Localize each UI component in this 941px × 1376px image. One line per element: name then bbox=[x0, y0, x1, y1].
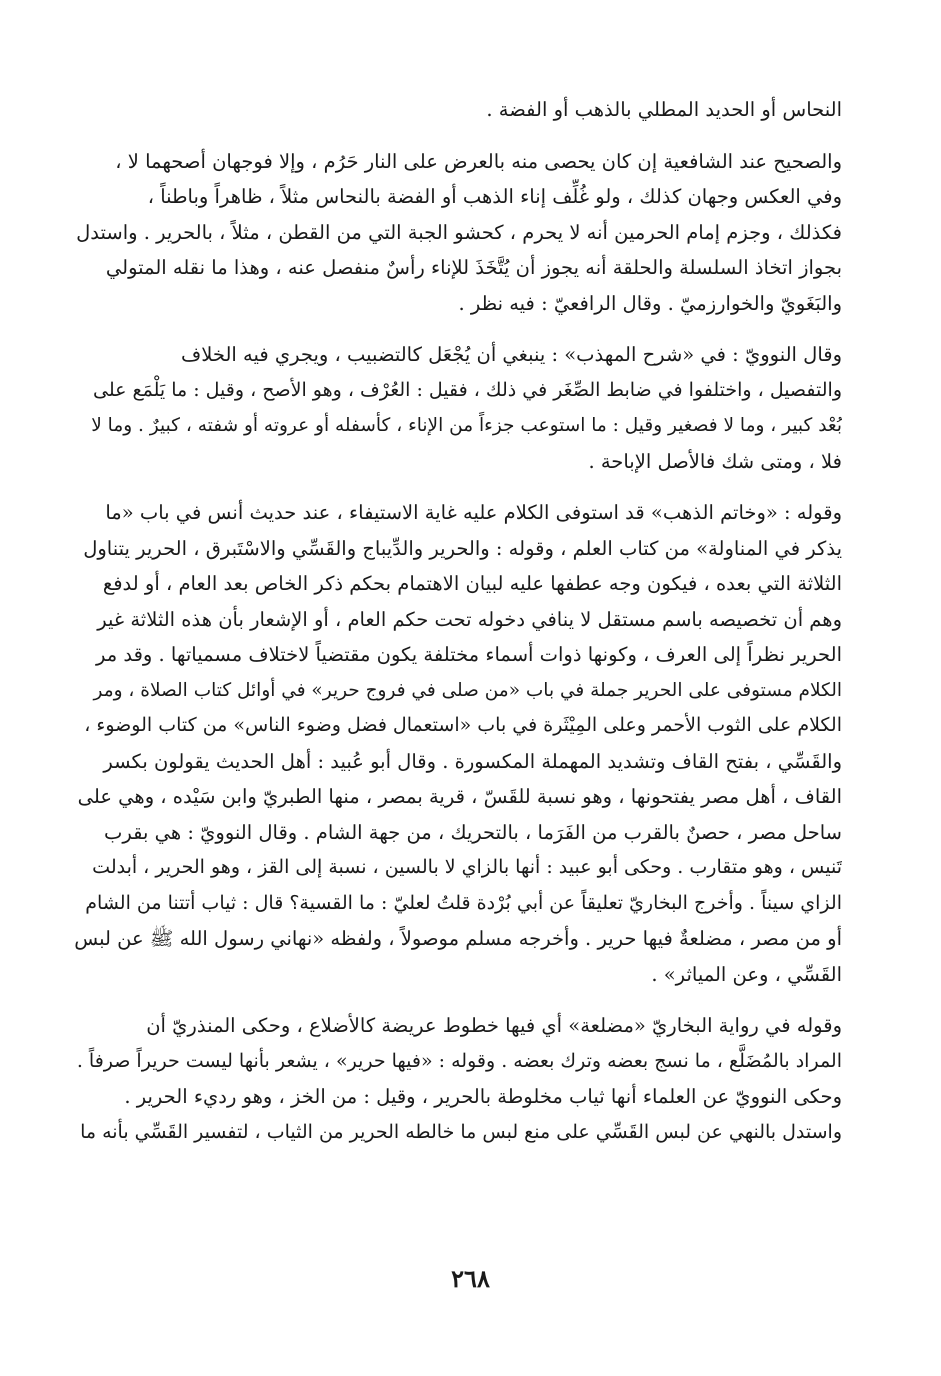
paragraph bbox=[74, 92, 842, 128]
text-line: وقوله : «وخاتم الذهب» قد استوفى الكلام عليه غاية الاستيفاء ، عند حديث أنس في باب «ما bbox=[105, 501, 842, 524]
text-line: وقوله في رواية البخاريّ «مضلعة» أي فيها خطوط عريضة كالأضلاع ، وحكى المنذريّ أن bbox=[146, 1014, 842, 1037]
paragraph bbox=[74, 1008, 842, 1150]
text-line: القَسِّي ، وعن المياثر» . bbox=[651, 962, 842, 986]
text-line: وفي العكس وجهان كذلك ، ولو غُلِّف إناء الذهب أو الفضة بالنحاس مثلاً ، ظاهراً وباطناً ، bbox=[147, 185, 842, 208]
text-line: تَنيس ، وهو متقارب . وحكى أبو عبيد : أنها بالزاي لا بالسين ، نسبة إلى القز ، وهو الحرير ، أبدلت bbox=[92, 856, 842, 878]
text-line: فكذلك ، وجزم إمام الحرمين أنه لا يحرم ، كحشو الجبة التي من القطن ، مثلاً ، بالحرير . واستدل bbox=[76, 220, 842, 244]
text-line: يذكر في المناولة» من كتاب العلم ، وقوله : والحرير والدِّيباج والقَسِّي والاسْتَبرق ، الحرير يتناول bbox=[83, 536, 842, 560]
text-line: القاف ، أهل مصر يفتحونها ، وهو نسبة للقَسّ ، قرية بمصر ، منها الطبريّ وابن سَيْده ، وهي على bbox=[77, 785, 842, 808]
text-line: والقَسِّي ، بفتح القاف وتشديد المهملة المكسورة . وقال أبو عُبيد : أهل الحديث يقولون بكسر bbox=[103, 749, 842, 773]
text-line: أو من مصر ، مضلعةٌ فيها حرير . وأخرجه مسلم موصولاً ، ولفظه «نهاني رسول الله ﷺ عن لبس bbox=[74, 927, 842, 950]
text-line: والتفصيل ، واختلفوا في ضابط الصِّغَر في ذلك ، فقيل : العُرْف ، وهو الأصح ، وقيل : ما يَلْمَع على bbox=[92, 378, 842, 401]
text-line: والصحيح عند الشافعية إن كان يحصى منه بالعرض على النار حَرُم ، وإلا فوجهان أصحهما لا ، bbox=[115, 149, 842, 173]
text-line: النحاس أو الحديد المطلي بالذهب أو الفضة . bbox=[486, 98, 842, 121]
paragraph bbox=[74, 337, 842, 479]
text-line: والبَغَويّ والخوارزميّ . وقال الرافعيّ : فيه نظر . bbox=[458, 291, 842, 315]
text-line: الكلام على الثوب الأحمر وعلى المِيْثَرة في باب «استعمال فضل وضوء الناس» من كتاب الوضوء ، bbox=[84, 714, 842, 736]
text-line: ساحل مصر ، حصنٌ بالقرب من الفَرَما ، بالتحريك ، من جهة الشام . وقال النوويّ : هي بقرب bbox=[104, 820, 842, 844]
text-line: الحرير نظراً إلى العرف ، وكونها ذوات أسماء مختلفة يكون مقتضياً لاختلاف مسمياتها . وقد مر bbox=[95, 643, 842, 666]
text-line: وهم أن تخصيصه باسم مستقل لا ينافي دخوله تحت حكم العام ، أو الإشعار بأن هذه الثلاثة غير bbox=[97, 607, 842, 631]
text-line: بُعْد كبير ، وما لا فصغير وقيل : ما استوعب جزءاً من الإناء ، كأسفله أو عروته أو شفته ، كبيرٌ . وما لا bbox=[91, 415, 842, 436]
paragraph bbox=[74, 495, 842, 992]
page-number: ٢٦٨ bbox=[451, 1264, 490, 1293]
text-line: وحكى النوويّ عن العلماء أنها ثياب مخلوطة بالحرير ، وقيل : من الخز ، وهو رديء الحرير . bbox=[124, 1085, 842, 1108]
text-line: فلا ، ومتى شك فالأصل الإباحة . bbox=[588, 449, 842, 473]
paragraph bbox=[74, 144, 842, 322]
text-line: المراد بالمُضَلَّع ، ما نسج بعضه وترك بعضه . وقوله : «فيها حرير» ، يشعر بأنها ليست حريراً صرفاً . bbox=[76, 1049, 842, 1072]
text-line: بجواز اتخاذ السلسلة والحلقة أنه يجوز أن يُتَّخَذَ للإناء رأسٌ منفصل عنه ، وهذا ما نقله المتولي bbox=[105, 256, 842, 279]
text-line: الثلاثة التي بعده ، فيكون وجه عطفها عليه لبيان الاهتمام بحكم ذكر الخاص بعد العام ، أو لدفع bbox=[102, 572, 842, 595]
text-line: واستدل بالنهي عن لبس القَسِّي على منع لبس ما خالطه الحرير من الثياب ، لتفسير القَسِّي بأنه ما bbox=[80, 1120, 842, 1143]
page-body bbox=[74, 92, 842, 1166]
text-line: وقال النوويّ : في «شرح المهذب» : ينبغي أن يُجْعَل كالتضبيب ، ويجري فيه الخلاف bbox=[181, 343, 842, 366]
text-line: الزاي سيناً . وأخرج البخاريّ تعليقاً عن أبي بُرْدة قلتُ لعليّ : ما القسية؟ قال : ثياب أتتنا من الشام bbox=[85, 891, 842, 914]
text-line: الكلام مستوفى على الحرير جملة في باب «من صلى في فروج حرير» في أوائل كتاب الصلاة ، ومر bbox=[93, 679, 842, 701]
